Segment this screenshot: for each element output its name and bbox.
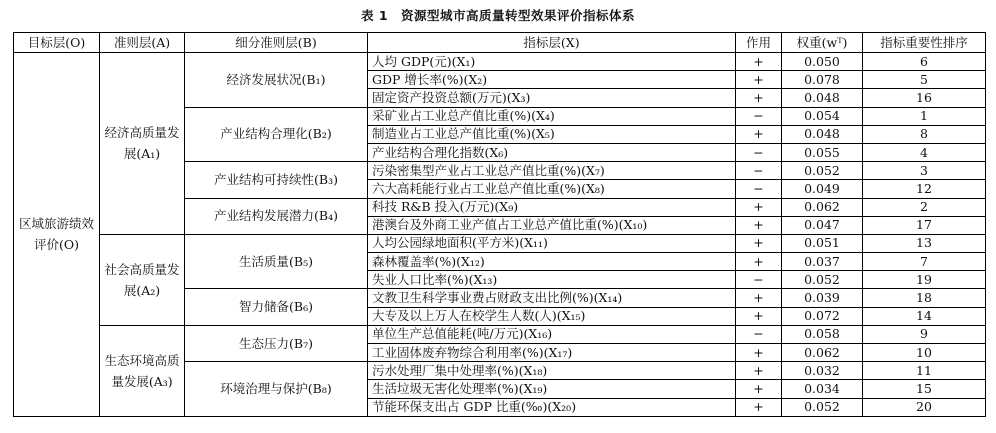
effect-cell: −	[736, 107, 782, 125]
effect-cell: +	[736, 125, 782, 143]
criterion-a3: 生态环境高质量发展(A₃)	[100, 325, 185, 416]
sub-criterion-b5: 生活质量(B₅)	[185, 234, 368, 289]
header-weight: 权重(wᵀ)	[782, 33, 863, 53]
rank-cell: 12	[863, 180, 986, 198]
effect-cell: +	[736, 53, 782, 71]
effect-cell: +	[736, 362, 782, 380]
effect-cell: +	[736, 71, 782, 89]
effect-cell: +	[736, 380, 782, 398]
rank-cell: 7	[863, 253, 986, 271]
indicator-cell: 人均公园绿地面积(平方米)(X₁₁)	[368, 234, 736, 252]
effect-cell: +	[736, 234, 782, 252]
indicator-table	[13, 32, 986, 417]
rank-cell: 14	[863, 307, 986, 325]
effect-cell: −	[736, 325, 782, 343]
rank-cell: 5	[863, 71, 986, 89]
weight-cell: 0.062	[782, 344, 863, 362]
effect-cell: +	[736, 253, 782, 271]
weight-cell: 0.052	[782, 162, 863, 180]
weight-cell: 0.037	[782, 253, 863, 271]
effect-cell: +	[736, 344, 782, 362]
effect-cell: −	[736, 162, 782, 180]
rank-cell: 19	[863, 271, 986, 289]
weight-cell: 0.032	[782, 362, 863, 380]
rank-cell: 10	[863, 344, 986, 362]
rank-cell: 18	[863, 289, 986, 307]
header-goal: 目标层(O)	[14, 33, 100, 53]
weight-cell: 0.039	[782, 289, 863, 307]
header-sub-criterion: 细分准则层(B)	[185, 33, 368, 53]
rank-cell: 11	[863, 362, 986, 380]
indicator-cell: 污水处理厂集中处理率(%)(X₁₈)	[368, 362, 736, 380]
effect-cell: +	[736, 307, 782, 325]
weight-cell: 0.055	[782, 143, 863, 161]
indicator-cell: GDP 增长率(%)(X₂)	[368, 71, 736, 89]
effect-cell: +	[736, 198, 782, 216]
indicator-cell: 生活垃圾无害化处理率(%)(X₁₉)	[368, 380, 736, 398]
rank-cell: 15	[863, 380, 986, 398]
indicator-cell: 失业人口比率(%)(X₁₃)	[368, 271, 736, 289]
rank-cell: 4	[863, 143, 986, 161]
indicator-cell: 科技 R&B 投入(万元)(X₉)	[368, 198, 736, 216]
indicator-cell: 产业结构合理化指数(X₆)	[368, 143, 736, 161]
effect-cell: +	[736, 216, 782, 234]
weight-cell: 0.054	[782, 107, 863, 125]
rank-cell: 8	[863, 125, 986, 143]
sub-criterion-b1: 经济发展状况(B₁)	[185, 53, 368, 108]
table-title: 表 1 资源型城市高质量转型效果评价指标体系	[360, 8, 636, 23]
effect-cell: −	[736, 271, 782, 289]
indicator-cell: 工业固体废弃物综合利用率(%)(X₁₇)	[368, 344, 736, 362]
header-criterion: 准则层(A)	[100, 33, 185, 53]
indicator-cell: 制造业占工业总产值比重(%)(X₅)	[368, 125, 736, 143]
rank-cell: 2	[863, 198, 986, 216]
rank-cell: 17	[863, 216, 986, 234]
indicator-cell: 固定资产投资总额(万元)(X₃)	[368, 89, 736, 107]
sub-criterion-b6: 智力储备(B₆)	[185, 289, 368, 325]
rank-cell: 9	[863, 325, 986, 343]
indicator-cell: 六大高耗能行业占工业总产值比重(%)(X₈)	[368, 180, 736, 198]
table-row	[14, 53, 986, 71]
header-rank: 指标重要性排序	[863, 33, 986, 53]
sub-criterion-b8: 环境治理与保护(B₈)	[185, 362, 368, 417]
table-row	[14, 234, 986, 252]
indicator-cell: 港澳台及外商工业产值占工业总产值比重(%)(X₁₀)	[368, 216, 736, 234]
sub-criterion-b7: 生态压力(B₇)	[185, 325, 368, 361]
weight-cell: 0.078	[782, 71, 863, 89]
sub-criterion-b2: 产业结构合理化(B₂)	[185, 107, 368, 162]
effect-cell: +	[736, 398, 782, 416]
rank-cell: 13	[863, 234, 986, 252]
weight-cell: 0.048	[782, 125, 863, 143]
rank-cell: 6	[863, 53, 986, 71]
weight-cell: 0.052	[782, 398, 863, 416]
criterion-a2: 社会高质量发展(A₂)	[100, 234, 185, 325]
effect-cell: +	[736, 89, 782, 107]
indicator-cell: 采矿业占工业总产值比重(%)(X₄)	[368, 107, 736, 125]
rank-cell: 1	[863, 107, 986, 125]
criterion-a1: 经济高质量发展(A₁)	[100, 53, 185, 235]
table-row	[14, 325, 986, 343]
weight-cell: 0.048	[782, 89, 863, 107]
sub-criterion-b3: 产业结构可持续性(B₃)	[185, 162, 368, 198]
weight-cell: 0.051	[782, 234, 863, 252]
effect-cell: +	[736, 289, 782, 307]
header-row	[14, 33, 986, 53]
weight-cell: 0.072	[782, 307, 863, 325]
header-indicator: 指标层(X)	[368, 33, 736, 53]
sub-criterion-b4: 产业结构发展潜力(B₄)	[185, 198, 368, 234]
weight-cell: 0.058	[782, 325, 863, 343]
rank-cell: 20	[863, 398, 986, 416]
effect-cell: −	[736, 143, 782, 161]
indicator-cell: 森林覆盖率(%)(X₁₂)	[368, 253, 736, 271]
indicator-cell: 单位生产总值能耗(吨/万元)(X₁₆)	[368, 325, 736, 343]
indicator-cell: 文教卫生科学事业费占财政支出比例(%)(X₁₄)	[368, 289, 736, 307]
weight-cell: 0.047	[782, 216, 863, 234]
rank-cell: 3	[863, 162, 986, 180]
weight-cell: 0.050	[782, 53, 863, 71]
indicator-cell: 节能环保支出占 GDP 比重(‰)(X₂₀)	[368, 398, 736, 416]
rank-cell: 16	[863, 89, 986, 107]
weight-cell: 0.052	[782, 271, 863, 289]
indicator-cell: 人均 GDP(元)(X₁)	[368, 53, 736, 71]
effect-cell: −	[736, 180, 782, 198]
weight-cell: 0.034	[782, 380, 863, 398]
goal-cell: 区域旅游绩效评价(O)	[14, 53, 100, 417]
indicator-cell: 大专及以上万人在校学生人数(人)(X₁₅)	[368, 307, 736, 325]
weight-cell: 0.049	[782, 180, 863, 198]
indicator-cell: 污染密集型产业占工业总产值比重(%)(X₇)	[368, 162, 736, 180]
header-effect: 作用	[736, 33, 782, 53]
weight-cell: 0.062	[782, 198, 863, 216]
